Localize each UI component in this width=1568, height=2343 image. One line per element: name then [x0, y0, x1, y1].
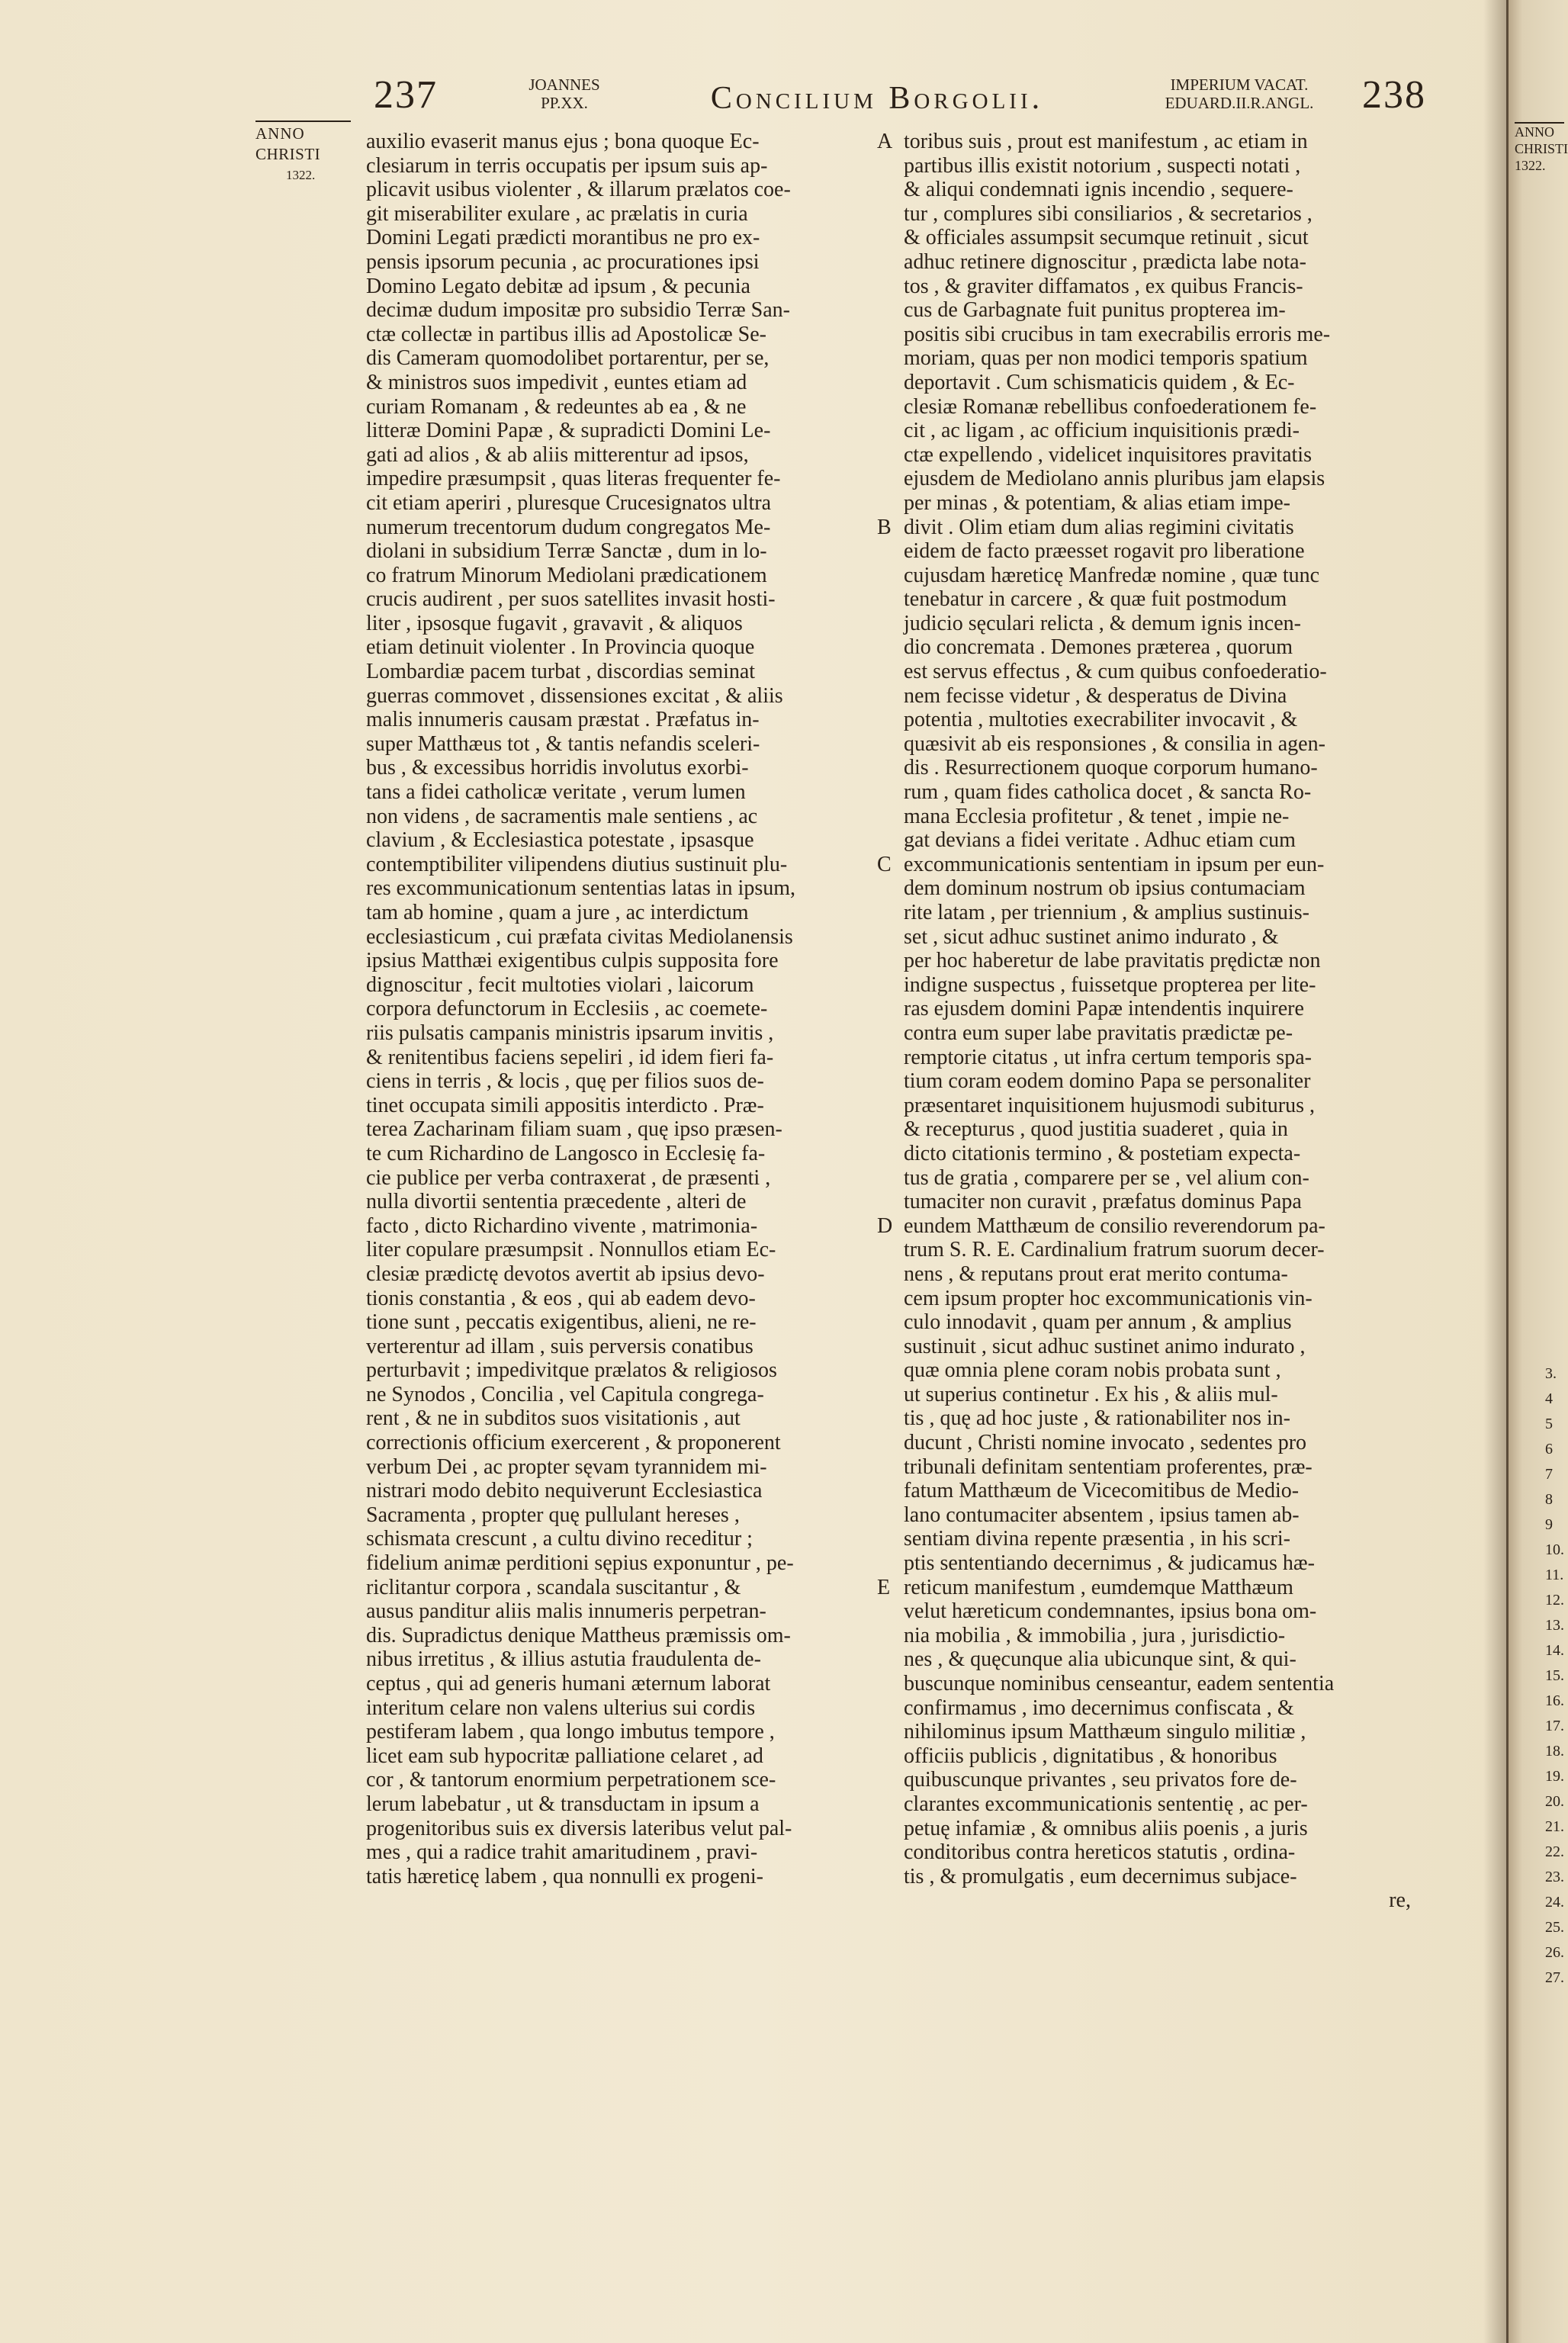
text-line: cujusdam hæreticę Manfredæ nomine , quæ tunc [904, 563, 1320, 587]
margin-year: 1322. [286, 168, 316, 182]
text-line: buscunque nominibus censeantur, eadem sententia [904, 1672, 1335, 1695]
text-line: verbum Dei , ac propter sęvam tyrannidem mi- [366, 1454, 767, 1479]
edge-number: 23. [1545, 1869, 1564, 1885]
text-line: divit . Olim etiam dum alias regimini civitatis [904, 515, 1294, 539]
text-line: nulla divortii sententia præcedente , alteri de [366, 1190, 747, 1214]
text-line: tium coram eodem domino Papa se personaliter [904, 1069, 1311, 1094]
text-line: tribunali definitam sententiam proferentes, præ- [904, 1454, 1313, 1479]
text-line: tur , complures sibi consiliarios , & secretarios , [904, 201, 1313, 226]
text-line: lano contumaciter absentem , ipsius tamen ab- [904, 1503, 1300, 1527]
text-line: cem ipsum propter hoc excommunicationis vin- [904, 1286, 1313, 1310]
text-line: curiam Romanam , & redeuntes ab ea , & ne [366, 394, 747, 419]
edge-number: 4 [1545, 1390, 1553, 1407]
text-line: ut superius continetur . Ex his , & aliis mul- [904, 1382, 1278, 1406]
text-line: te cum Richardino de Langosco in Ecclesię fa- [366, 1141, 766, 1165]
text-line: pestiferam labem , qua longo imbutus tempore , [366, 1720, 775, 1744]
text-line: rite latam , per triennium , & amplius sustinuis- [904, 901, 1309, 924]
text-line: cie publice per verba contraxerat , de præsenti , [366, 1165, 771, 1190]
edge-number: 17. [1545, 1718, 1564, 1734]
edge-number: 8 [1545, 1491, 1553, 1508]
margin-anno: ANNO [255, 121, 351, 144]
text-line: corpora defunctorum in Ecclesiis , ac coemete- [366, 997, 768, 1021]
text-line: co fratrum Minorum Mediolani prædicationem [366, 563, 767, 587]
text-line: dis. Supradictus denique Mattheus præmissis om- [366, 1623, 791, 1647]
running-head-left [522, 76, 606, 112]
text-column-right [904, 130, 1434, 1913]
text-line: bus , & excessibus horridis involutus exorbi- [366, 756, 749, 780]
text-line: moriam, quas per non modici temporis spatium [904, 346, 1308, 371]
edge-number: 18. [1545, 1743, 1564, 1760]
text-line: cit , ac ligam , ac officium inquisitionis prædi- [904, 419, 1300, 443]
text-line: riis pulsatis campanis ministris ipsarum invitis , [366, 1020, 774, 1045]
text-line: etiam detinuit violenter . In Provincia quoque [366, 635, 755, 660]
text-line: ausus panditur aliis malis innumeris perpetran- [366, 1599, 766, 1624]
text-line: tatis hæreticę labem , qua nonnulli ex progeni- [366, 1864, 763, 1888]
text-line: eidem de facto præesset rogavit pro liberatione [904, 539, 1305, 564]
edge-year: 1322. [1515, 158, 1546, 173]
text-line: nes , & quęcunque alia ubicunque sint, & qui- [904, 1647, 1296, 1672]
running-head-left-line2: PP.XX. [541, 94, 588, 112]
text-line: rum , quam fides catholica docet , & sancta Ro- [904, 780, 1312, 805]
text-line: numerum trecentorum dudum congregatos Me- [366, 515, 771, 539]
running-header [366, 72, 1449, 126]
text-line: tus de gratia , comparere per se , vel alium con- [904, 1165, 1309, 1190]
text-line: nibus irretitus , & illius astutia fraudulenta de- [366, 1647, 761, 1672]
text-line: perturbavit ; impedivitque prælatos & religiosos [366, 1358, 777, 1383]
text-line: conditoribus contra hereticos statutis , ordina- [904, 1840, 1296, 1865]
text-line: terea Zacharinam filiam suam , quę ipso præsen- [366, 1117, 782, 1142]
text-line: tis , & promulgatis , eum decernimus subjace- [904, 1864, 1297, 1888]
text-line: remptorie citatus , ut infra certum temporis spa- [904, 1045, 1312, 1069]
text-line: non videns , de sacramentis male sentiens , ac [366, 804, 758, 828]
edge-number: 5 [1545, 1416, 1553, 1432]
edge-number: 20. [1545, 1793, 1564, 1810]
text-line: ctæ expellendo , videlicet inquisitores pravitatis [904, 442, 1312, 467]
text-line: fidelium animæ perditioni sępius exponuntur , pe- [366, 1551, 794, 1576]
edge-christi: CHRISTI [1515, 141, 1568, 156]
text-line: cus de Garbagnate fuit punitus propterea im- [904, 298, 1286, 323]
edge-number: 15. [1545, 1667, 1564, 1684]
edge-number: 3. [1545, 1365, 1557, 1382]
page-number-right: 238 [1362, 73, 1426, 117]
text-line: præsentaret inquisitionem hujusmodi subiturus , [904, 1093, 1315, 1117]
text-line: dis . Resurrectionem quoque corporum humano- [904, 756, 1318, 780]
running-head-left-line1: JOANNES [529, 76, 600, 94]
text-line: & aliqui condemnati ignis incendio , sequere- [904, 178, 1293, 202]
edge-number: 27. [1545, 1969, 1564, 1986]
text-line: ejusdem de Mediolano annis pluribus jam elapsis [904, 467, 1325, 491]
text-line: nens , & reputans prout erat merito contuma- [904, 1261, 1288, 1286]
text-line: contemptibiliter vilipendens diutius sustinuit plu- [366, 852, 788, 876]
margin-christi: CHRISTI [255, 145, 321, 163]
text-line: interitum celare non valens ulterius sui cordis [366, 1695, 756, 1720]
text-line: cit etiam aperiri , pluresque Crucesignatos ultra [366, 490, 772, 515]
text-line: Domino Legato debitæ ad ipsum , & pecunia [366, 274, 750, 298]
text-line: litteræ Domini Papæ , & supradicti Domini Le- [366, 419, 771, 443]
text-line: quæsivit ab eis responsiones , & consilia in agen- [904, 731, 1325, 756]
text-line: fatum Matthæum de Vicecomitibus de Medio- [904, 1479, 1300, 1503]
next-page-edge [1506, 0, 1568, 2343]
text-line: clesiæ prædictę devotos avertit ab ipsius devo- [366, 1261, 765, 1286]
edge-anno: ANNO [1515, 122, 1564, 140]
edge-number: 22. [1545, 1843, 1564, 1860]
edge-number: 10. [1545, 1541, 1564, 1558]
text-line: licet eam sub hypocritæ palliatione celaret , ad [366, 1744, 763, 1768]
text-line: dicto citationis termino , & postetiam expecta- [904, 1141, 1301, 1165]
text-line: plicavit usibus violenter , & illarum prælatos coe- [366, 178, 791, 202]
text-line: nia mobilia , & immobilia , jura , jurisdictio- [904, 1623, 1286, 1647]
text-line: clesiæ Romanæ rebellibus confoederationem fe- [904, 394, 1317, 419]
text-line: confirmamus , imo decernimus confiscata , & [904, 1695, 1294, 1720]
text-line: tenebatur in carcere , & quæ fuit postmodum [904, 587, 1287, 612]
edge-number: 24. [1545, 1894, 1564, 1911]
text-line: ne Synodos , Concilia , vel Capitula congrega- [366, 1382, 764, 1406]
text-line: Lombardiæ pacem turbat , discordias seminat [366, 660, 756, 684]
section-letter: E [877, 1576, 891, 1599]
edge-number: 9 [1545, 1516, 1553, 1533]
text-line: ipsius Matthæi exigentibus culpis supposita fore [366, 949, 779, 973]
text-line: quæ omnia plene coram nobis probata sunt , [904, 1358, 1281, 1383]
text-line: set , sicut adhuc sustinet animo indurato , & [904, 924, 1279, 949]
text-line: ras ejusdem domini Papæ intendentis inquirere [904, 997, 1304, 1021]
text-line: clarantes excommunicationis sententię , ac per- [904, 1792, 1308, 1816]
text-line: facto , dicto Richardino vivente , matrimonia- [366, 1213, 758, 1238]
text-line: tis , quę ad hoc juste , & rationabiliter nos in- [904, 1406, 1291, 1431]
section-letter: A [877, 130, 893, 153]
edge-number: 19. [1545, 1768, 1564, 1785]
text-line: contra eum super labe pravitatis prædictæ pe- [904, 1020, 1293, 1045]
edge-number: 14. [1545, 1642, 1564, 1659]
text-line: tam ab homine , quam a jure , ac interdictum [366, 901, 749, 924]
text-line: git miserabiliter exulare , ac prælatis in curia [366, 201, 748, 226]
text-line: mana Ecclesia profitetur , & tenet , impie ne- [904, 804, 1290, 828]
text-line: rent , & ne in subditos suos visitationis , aut [366, 1406, 741, 1431]
text-line: & officiales assumpsit secumque retinuit , sicut [904, 226, 1309, 250]
text-line: nistrari modo debito nequiverunt Ecclesiastica [366, 1479, 763, 1503]
text-line: partibus illis existit notorium , suspecti notati , [904, 153, 1301, 178]
text-line: gati ad alios , & ab aliis mitterentur ad ipsos, [366, 442, 749, 467]
text-line: progenitoribus suis ex diversis lateribus velut pal- [366, 1816, 792, 1840]
text-line: nihilominus ipsum Matthæum singulo militiæ , [904, 1720, 1306, 1744]
text-line: tos , & graviter diffamatos , ex quibus Francis- [904, 274, 1303, 298]
text-line: ciens in terris , & locis , quę per filios suos de- [366, 1069, 764, 1094]
text-line: & renitentibus faciens sepeliri , id idem fieri fa- [366, 1045, 774, 1069]
text-line: adhuc retinere dignoscitur , prædicta labe nota- [904, 249, 1306, 274]
page-number-left: 237 [374, 73, 438, 117]
text-line: gat devians a fidei veritate . Adhuc etiam cum [904, 828, 1296, 853]
text-line: positis sibi crucibus in tam execrabilis erroris me- [904, 322, 1331, 346]
section-letter: C [877, 853, 892, 876]
text-line: diolani in subsidium Terræ Sanctæ , dum in lo- [366, 539, 767, 564]
text-line: ducunt , Christi nomine invocato , sedentes pro [904, 1431, 1307, 1455]
running-head-right-line2: EDUARD.II.R.ANGL. [1165, 94, 1314, 112]
text-line: & ministros suos impedivit , euntes etiam ad [366, 370, 747, 394]
text-line: reticum manifestum , eumdemque Matthæum [904, 1575, 1293, 1599]
text-line: super Matthæus tot , & tantis nefandis sceleri- [366, 731, 760, 756]
text-line: sustinuit , sicut adhuc sustinet animo indurato , [904, 1334, 1306, 1358]
text-line: dem dominum nostrum ob ipsius contumaciam [904, 876, 1306, 901]
text-line: tumaciter non curavit , præfatus dominus Papa [904, 1190, 1302, 1214]
text-line: auxilio evaserit manus ejus ; bona quoque Ec- [366, 130, 760, 153]
text-line: malis innumeris causam præstat . Præfatus in- [366, 708, 760, 732]
page-title: Concilium Borgolii. [710, 81, 1044, 116]
text-line: ptis sententiando decernimus , & judicamus hæ- [904, 1551, 1315, 1576]
text-column-left [366, 130, 862, 1888]
text-line: clesiarum in terris occupatis per ipsum suis ap- [366, 153, 768, 178]
edge-number: 7 [1545, 1466, 1553, 1483]
text-line: clavium , & Ecclesiastica potestate , ipsasque [366, 828, 754, 853]
text-line: petuę infamiæ , & omnibus aliis poenis , a juris [904, 1816, 1308, 1840]
text-line: sentiam divina repente præsentia , in his scri- [904, 1527, 1290, 1551]
margin-note-right [1515, 122, 1568, 174]
text-line: decimæ dudum impositæ pro subsidio Terræ San- [366, 298, 790, 323]
text-line: tione sunt , peccatis exigentibus, alieni, ne re- [366, 1310, 757, 1335]
text-line: eundem Matthæum de consilio reverendorum pa- [904, 1213, 1325, 1238]
edge-number: 26. [1545, 1944, 1564, 1961]
text-line: schismata crescunt , a cultu divino receditur ; [366, 1527, 753, 1551]
text-line: trum S. R. E. Cardinalium fratrum suorum decer- [904, 1238, 1325, 1262]
text-line: velut hæreticum condemnantes, ipsius bona om- [904, 1599, 1317, 1624]
text-line: deportavit . Cum schismaticis quidem , & Ec- [904, 370, 1295, 394]
text-line: pensis ipsorum pecunia , ac procurationes ipsi [366, 249, 760, 274]
text-line: & recepturus , quod justitia suaderet , quia in [904, 1117, 1288, 1142]
text-line: dis Cameram quomodolibet portarentur, per se, [366, 346, 770, 371]
text-line: officiis publicis , dignitatibus , & honoribus [904, 1744, 1277, 1768]
text-line: lerum labebatur , ut & transductam in ipsum a [366, 1792, 760, 1816]
text-line: riclitantur corpora , scandala suscitantur , & [366, 1575, 741, 1599]
text-line: potentia , multoties execrabiliter invocavit , & [904, 708, 1298, 732]
text-line: toribus suis , prout est manifestum , ac etiam in [904, 130, 1308, 153]
text-line: verterentur ad illam , suis perversis conatibus [366, 1334, 753, 1358]
text-line: indigne suspectus , fuissetque propterea per lite- [904, 972, 1316, 997]
text-line: tans a fidei catholicæ veritate , verum lumen [366, 780, 746, 805]
section-letter: D [877, 1214, 893, 1238]
edge-number: 25. [1545, 1919, 1564, 1936]
text-line: per hoc haberetur de labe pravitatis prędictæ non [904, 949, 1321, 973]
text-line: tinet occupata simili appositis interdicto . Præ- [366, 1093, 764, 1117]
text-line: correctionis officium exercerent , & proponerent [366, 1431, 781, 1455]
running-head-right [1113, 76, 1365, 112]
text-line: liter , ipsosque fugavit , gravavit , & aliquos [366, 611, 743, 635]
gutter-shadow [1483, 0, 1506, 2343]
text-line: culo innodavit , quam per annum , & amplius [904, 1310, 1292, 1335]
text-line: impedire præsumpsit , quas literas frequenter fe- [366, 467, 781, 491]
text-line: Sacramenta , propter quę pullulant hereses , [366, 1503, 740, 1527]
text-line: dignoscitur , fecit multoties violari , laicorum [366, 972, 754, 997]
running-head-right-line1: IMPERIUM VACAT. [1170, 76, 1309, 94]
edge-line-numbers [1545, 1365, 1564, 1994]
text-line: per minas , & potentiam, & alias etiam impe- [904, 490, 1290, 515]
section-letters [877, 122, 900, 2105]
edge-number: 13. [1545, 1617, 1564, 1634]
text-line: guerras commovet , dissensiones excitat , & aliis [366, 683, 783, 708]
text-line: re, [1389, 1888, 1411, 1913]
text-line: ecclesiasticum , cui præfata civitas Mediolanensis [366, 924, 793, 949]
text-line: nem fecisse videtur , & desperatus de Divina [904, 683, 1287, 708]
edge-number: 11. [1545, 1567, 1564, 1583]
edge-number: 21. [1545, 1818, 1564, 1835]
edge-number: 12. [1545, 1592, 1564, 1609]
edge-number: 16. [1545, 1692, 1564, 1709]
text-line: excommunicationis sententiam in ipsum per eun- [904, 852, 1325, 876]
text-line: crucis audirent , per suos satellites invasit hosti- [366, 587, 776, 612]
text-line: res excommunicationum sententias latas in ipsum, [366, 876, 795, 901]
text-line: est servus effectus , & cum quibus confoederatio- [904, 660, 1327, 684]
edge-number: 6 [1545, 1441, 1553, 1458]
text-line: liter copulare præsumpsit . Nonnullos etiam Ec- [366, 1238, 776, 1262]
text-line: quibuscunque privantes , seu privatos fore de- [904, 1768, 1297, 1792]
section-letter: B [877, 515, 892, 539]
margin-note-left [255, 121, 351, 185]
text-line: dio concremata . Demones præterea , quorum [904, 635, 1293, 660]
text-line: ceptus , qui ad generis humani æternum laborat [366, 1672, 771, 1695]
text-line: judicio sęculari relicta , & demum ignis incen- [904, 611, 1301, 635]
text-line: cor , & tantorum enormium perpetrationem sce- [366, 1768, 776, 1792]
text-line: Domini Legati prædicti morantibus ne pro ex- [366, 226, 760, 250]
text-line: tionis constantia , & eos , qui ab eadem devo- [366, 1286, 756, 1310]
text-line: mes , qui a radice trahit amaritudinem , pravi- [366, 1840, 758, 1865]
text-line: ctæ collectæ in partibus illis ad Apostolicæ Se- [366, 322, 766, 346]
